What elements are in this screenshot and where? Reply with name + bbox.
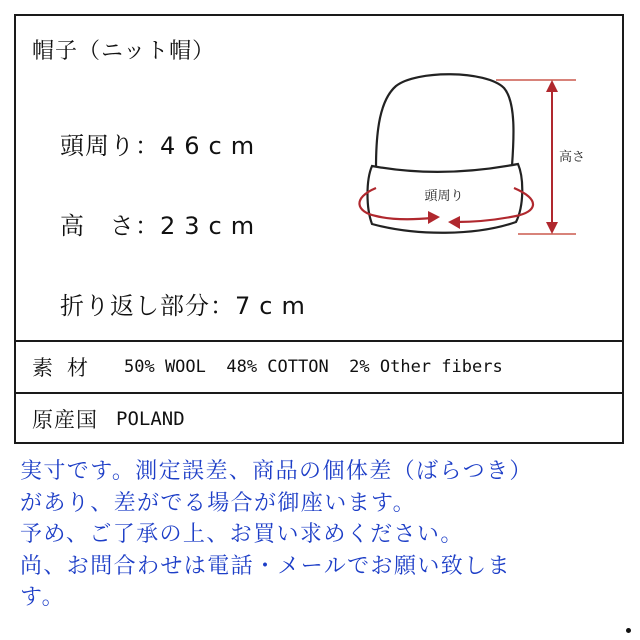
material-label: 素材 [32,356,102,380]
origin-value: POLAND [116,408,185,430]
note-line: 尚、お問合わせは電話・メールでお願い致しま [20,553,511,579]
spec-value: 23cm [160,212,264,240]
note-line: す。 [20,585,66,610]
spec-value: 7cm [235,292,314,320]
note-line: があり、差がでる場合が御座います。 [20,490,417,516]
spec-label: 高 さ： [60,212,160,240]
origin-label: 原産国 [32,408,98,432]
note-line: 予め、ご了承の上、お買い求めください。 [20,522,464,547]
spec-value: 46cm [160,132,264,160]
product-spec-card [14,14,624,444]
height-arrow-head-top [546,80,558,92]
knit-cap-diagram [346,60,606,250]
corner-dot [626,628,631,633]
spec-height [60,206,263,241]
spec-label: 折り返し部分： [60,292,235,320]
height-label: 高さ [559,150,586,165]
origin-row [32,394,185,444]
spec-head-circumference [60,126,263,161]
height-arrow-head-bottom [546,222,558,234]
spec-label: 頭周り： [60,132,160,160]
note-line: 実寸です。測定誤差、商品の個体差（ばらつき） [20,459,533,484]
item-title: 帽子（ニット帽） [32,39,216,64]
size-section [16,16,622,340]
material-row [32,342,503,392]
circumference-label: 頭周り [424,189,464,204]
disclaimer-notes [20,456,632,614]
spec-fold [60,286,314,321]
hat-crown-outline [376,74,514,168]
material-value: 50% WOOL 48% COTTON 2% Other fibers [124,357,503,377]
